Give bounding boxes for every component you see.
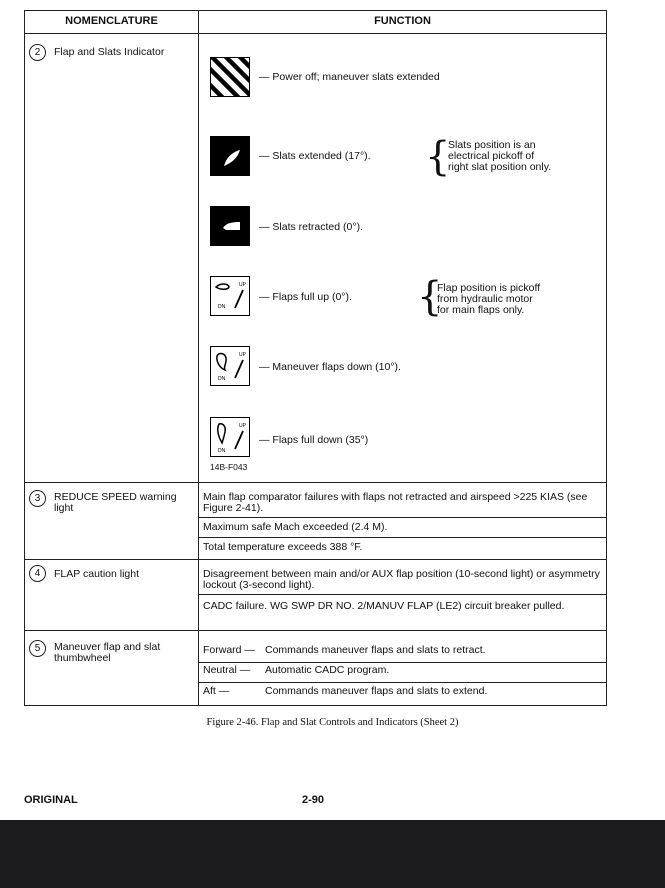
column-divider [198,11,199,705]
sub-divider [199,537,606,538]
row-divider [25,559,606,560]
row-divider [25,630,606,631]
flaps-full-down-text: — Flaps full down (35°) [259,434,369,446]
forward-desc: Commands maneuver flaps and slats to retract. [265,644,486,656]
slats-extended-text: — Slats extended (17°). [259,150,371,162]
header-nomenclature: NOMENCLATURE [65,15,158,27]
dn-label: DN [218,448,226,454]
item-number-2: 2 [29,44,46,61]
flap-caution-line-1: Disagreement between main and/or AUX flap position (10-second light) or asymmetry lockout (3-second light). [203,568,600,591]
nomenclature-thumbwheel: Maneuver flap and slat thumbwheel [54,641,161,664]
maneuver-flaps-down-icon [210,346,250,386]
aft-desc: Commands maneuver flaps and slats to extend. [265,685,488,697]
hatched-power-off-icon [210,57,250,97]
item-number-5: 5 [29,640,46,657]
reduce-speed-line-2: Maximum safe Mach exceeded (2.4 M). [203,521,388,533]
flap-note-line-3: for main flaps only. [437,304,525,316]
sub-divider [199,662,606,663]
nomenclature-flap-slats-indicator: Flap and Slats Indicator [54,46,165,58]
flap-note-line-1: Flap position is pickoff [437,282,541,294]
nomenclature-reduce-speed-light: REDUCE SPEED warning light [54,491,177,514]
flaps-full-down-icon [210,417,250,457]
slat-note-line-3: right slat position only. [448,161,552,173]
flap-slat-table [24,10,607,706]
nomenclature-flap-caution-light: FLAP caution light [54,568,140,580]
slat-note-brace: { [425,134,451,180]
neutral-desc: Automatic CADC program. [265,664,390,676]
slat-note-line-2: electrical pickoff of [448,150,535,162]
up-label: UP [239,423,246,429]
slats-retracted-icon [210,206,250,246]
flap-note [437,283,597,316]
footer-page-number: 2-90 [302,794,325,806]
item-number-4: 4 [29,565,46,582]
slats-extended-icon [210,136,250,176]
reduce-speed-line-3: Total temperature exceeds 388 °F. [203,541,363,553]
figure-caption: Figure 2-46. Flap and Slat Controls and Indicators (Sheet 2) [206,717,459,728]
row-divider [25,482,606,483]
flap-caution-line-2: CADC failure. WG SWP DR NO. 2/MANUV FLAP (LE2) circuit breaker pulled. [203,600,565,612]
figure-id: 14B-F043 [210,462,248,472]
header-function: FUNCTION [374,15,431,27]
forward-label: Forward — [203,644,255,656]
footer-original: ORIGINAL [24,794,78,806]
sub-divider [199,682,606,683]
item-number-3: 3 [29,490,46,507]
dn-label: DN [218,376,226,382]
sub-divider [199,517,606,518]
reduce-speed-line-1: Main flap comparator failures with flaps not retracted and airspeed >225 KIAS (see Figure 2-41). [203,491,588,514]
up-label: UP [239,282,246,288]
viewer-bottom-bar [0,820,665,888]
flaps-full-up-icon [210,276,250,316]
sub-divider [199,594,606,595]
neutral-label: Neutral — [203,664,251,676]
up-label: UP [239,352,246,358]
maneuver-flaps-down-text: — Maneuver flaps down (10°). [259,361,401,373]
flaps-full-up-text: — Flaps full up (0°). [259,291,352,303]
aft-label: Aft — [203,685,230,697]
table-header-row [25,11,606,34]
flap-note-brace: { [417,274,443,320]
power-off-text: — Power off; maneuver slats extended [259,71,440,83]
dn-label: DN [218,304,226,310]
slat-note-line-1: Slats position is an [448,139,536,151]
slat-note [448,140,598,173]
slats-retracted-text: — Slats retracted (0°). [259,221,363,233]
flap-note-line-2: from hydraulic motor [437,293,533,305]
